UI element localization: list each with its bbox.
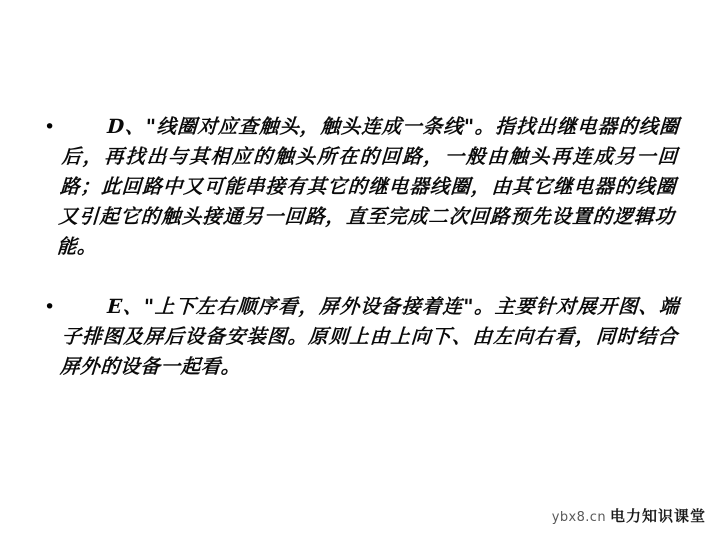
bullet-marker: • (44, 296, 56, 318)
list-item (40, 292, 680, 382)
watermark-title: 电力知识课堂 (609, 507, 706, 525)
list-item (40, 112, 680, 262)
bullet-paragraph: E、"上下左右顺序看，屏外设备接着连"。主要针对展开图、端子排图及屏后设备安装图。原则上由上向下、由左向右看，同时结合屏外的设备一起看。 (59, 295, 680, 378)
bullet-marker: • (44, 116, 56, 138)
slide-body (40, 112, 680, 412)
watermark-site: ybx8.cn (551, 510, 606, 525)
bullet-paragraph: D、"线圈对应查触头，触头连成一条线"。指找出继电器的线圈后，再找出与其相应的触头所在的回路，一般由触头再连成另一回路；此回路中又可能串接有其它的继电器线圈，由其它继电器的线圈又引起它的触头接通另一回路，直至完成二次回路预先设置的逻辑功能。 (56, 115, 680, 258)
watermark (552, 505, 706, 526)
